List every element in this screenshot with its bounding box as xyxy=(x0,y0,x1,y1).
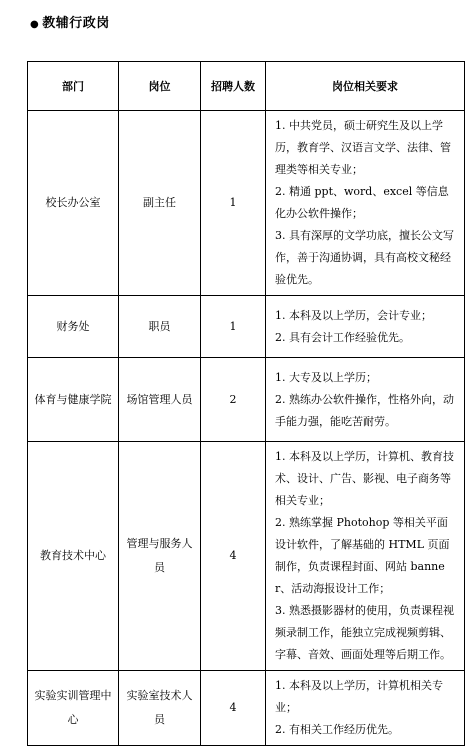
requirement-item: 2. 熟练掌握 Photohop 等相关平面设计软件，了解基础的 HTML 页面制作，负责课程封面、网站 banner、活动海报设计工作； xyxy=(275,516,450,595)
requirement-item: 2. 有相关工作经历优先。 xyxy=(275,723,399,736)
dept-cell: 教育技术中心 xyxy=(28,442,119,671)
header-dept: 部门 xyxy=(28,62,119,111)
requirement-item: 1. 大专及以上学历； xyxy=(275,370,377,384)
requirements-cell xyxy=(266,358,465,442)
dept-cell: 体育与健康学院 xyxy=(28,358,119,442)
table-header-row xyxy=(28,62,465,111)
count-cell: 2 xyxy=(201,358,266,442)
section-title xyxy=(30,12,110,31)
requirements-cell xyxy=(266,442,465,671)
requirement-item: 1. 中共党员，硕士研究生及以上学历，教育学、汉语言文学、法律、管理类等相关专业； xyxy=(275,119,451,176)
position-cell: 副主任 xyxy=(119,111,201,296)
count-cell: 4 xyxy=(201,671,266,746)
position-cell: 场馆管理人员 xyxy=(119,358,201,442)
requirement-item: 2. 熟练办公软件操作，性格外向，动手能力强，能吃苦耐劳。 xyxy=(275,392,454,428)
dept-cell: 财务处 xyxy=(28,296,119,358)
requirements-cell xyxy=(266,671,465,746)
requirement-item: 3. 熟悉摄影器材的使用，负责课程视频录制工作，能独立完成视频剪辑、字幕、音效、画面处理等后期工作。 xyxy=(275,604,454,661)
requirement-item: 3. 具有深厚的文学功底，擅长公文写作，善于沟通协调，具有高校文秘经验优先。 xyxy=(275,229,454,286)
table-row xyxy=(28,296,465,358)
dept-cell: 校长办公室 xyxy=(28,111,119,296)
header-position: 岗位 xyxy=(119,62,201,111)
bullet-icon: ● xyxy=(30,19,40,30)
requirements-cell xyxy=(266,296,465,358)
header-requirements: 岗位相关要求 xyxy=(266,62,465,111)
table-row xyxy=(28,111,465,296)
dept-cell: 实验实训管理中心 xyxy=(28,671,119,746)
requirement-item: 1. 本科及以上学历，计算机相关专业； xyxy=(275,679,443,714)
section-title-text: 教辅行政岗 xyxy=(42,16,110,31)
table-row xyxy=(28,442,465,671)
header-count: 招聘人数 xyxy=(201,62,266,111)
table-row xyxy=(28,671,465,746)
count-cell: 4 xyxy=(201,442,266,671)
requirement-item: 1. 本科及以上学历，计算机、教育技术、设计、广告、影视、电子商务等相关专业； xyxy=(275,450,454,507)
count-cell: 1 xyxy=(201,111,266,296)
count-cell: 1 xyxy=(201,296,266,358)
position-cell: 职员 xyxy=(119,296,201,358)
position-cell: 实验室技术人员 xyxy=(119,671,201,746)
position-cell: 管理与服务人员 xyxy=(119,442,201,671)
requirements-cell xyxy=(266,111,465,296)
table-row xyxy=(28,358,465,442)
requirement-item: 1. 本科及以上学历，会计专业； xyxy=(275,308,432,322)
requirement-item: 2. 精通 ppt、word、excel 等信息化办公软件操作； xyxy=(275,185,449,220)
requirement-item: 2. 具有会计工作经验优先。 xyxy=(275,330,410,344)
positions-table xyxy=(27,61,465,746)
